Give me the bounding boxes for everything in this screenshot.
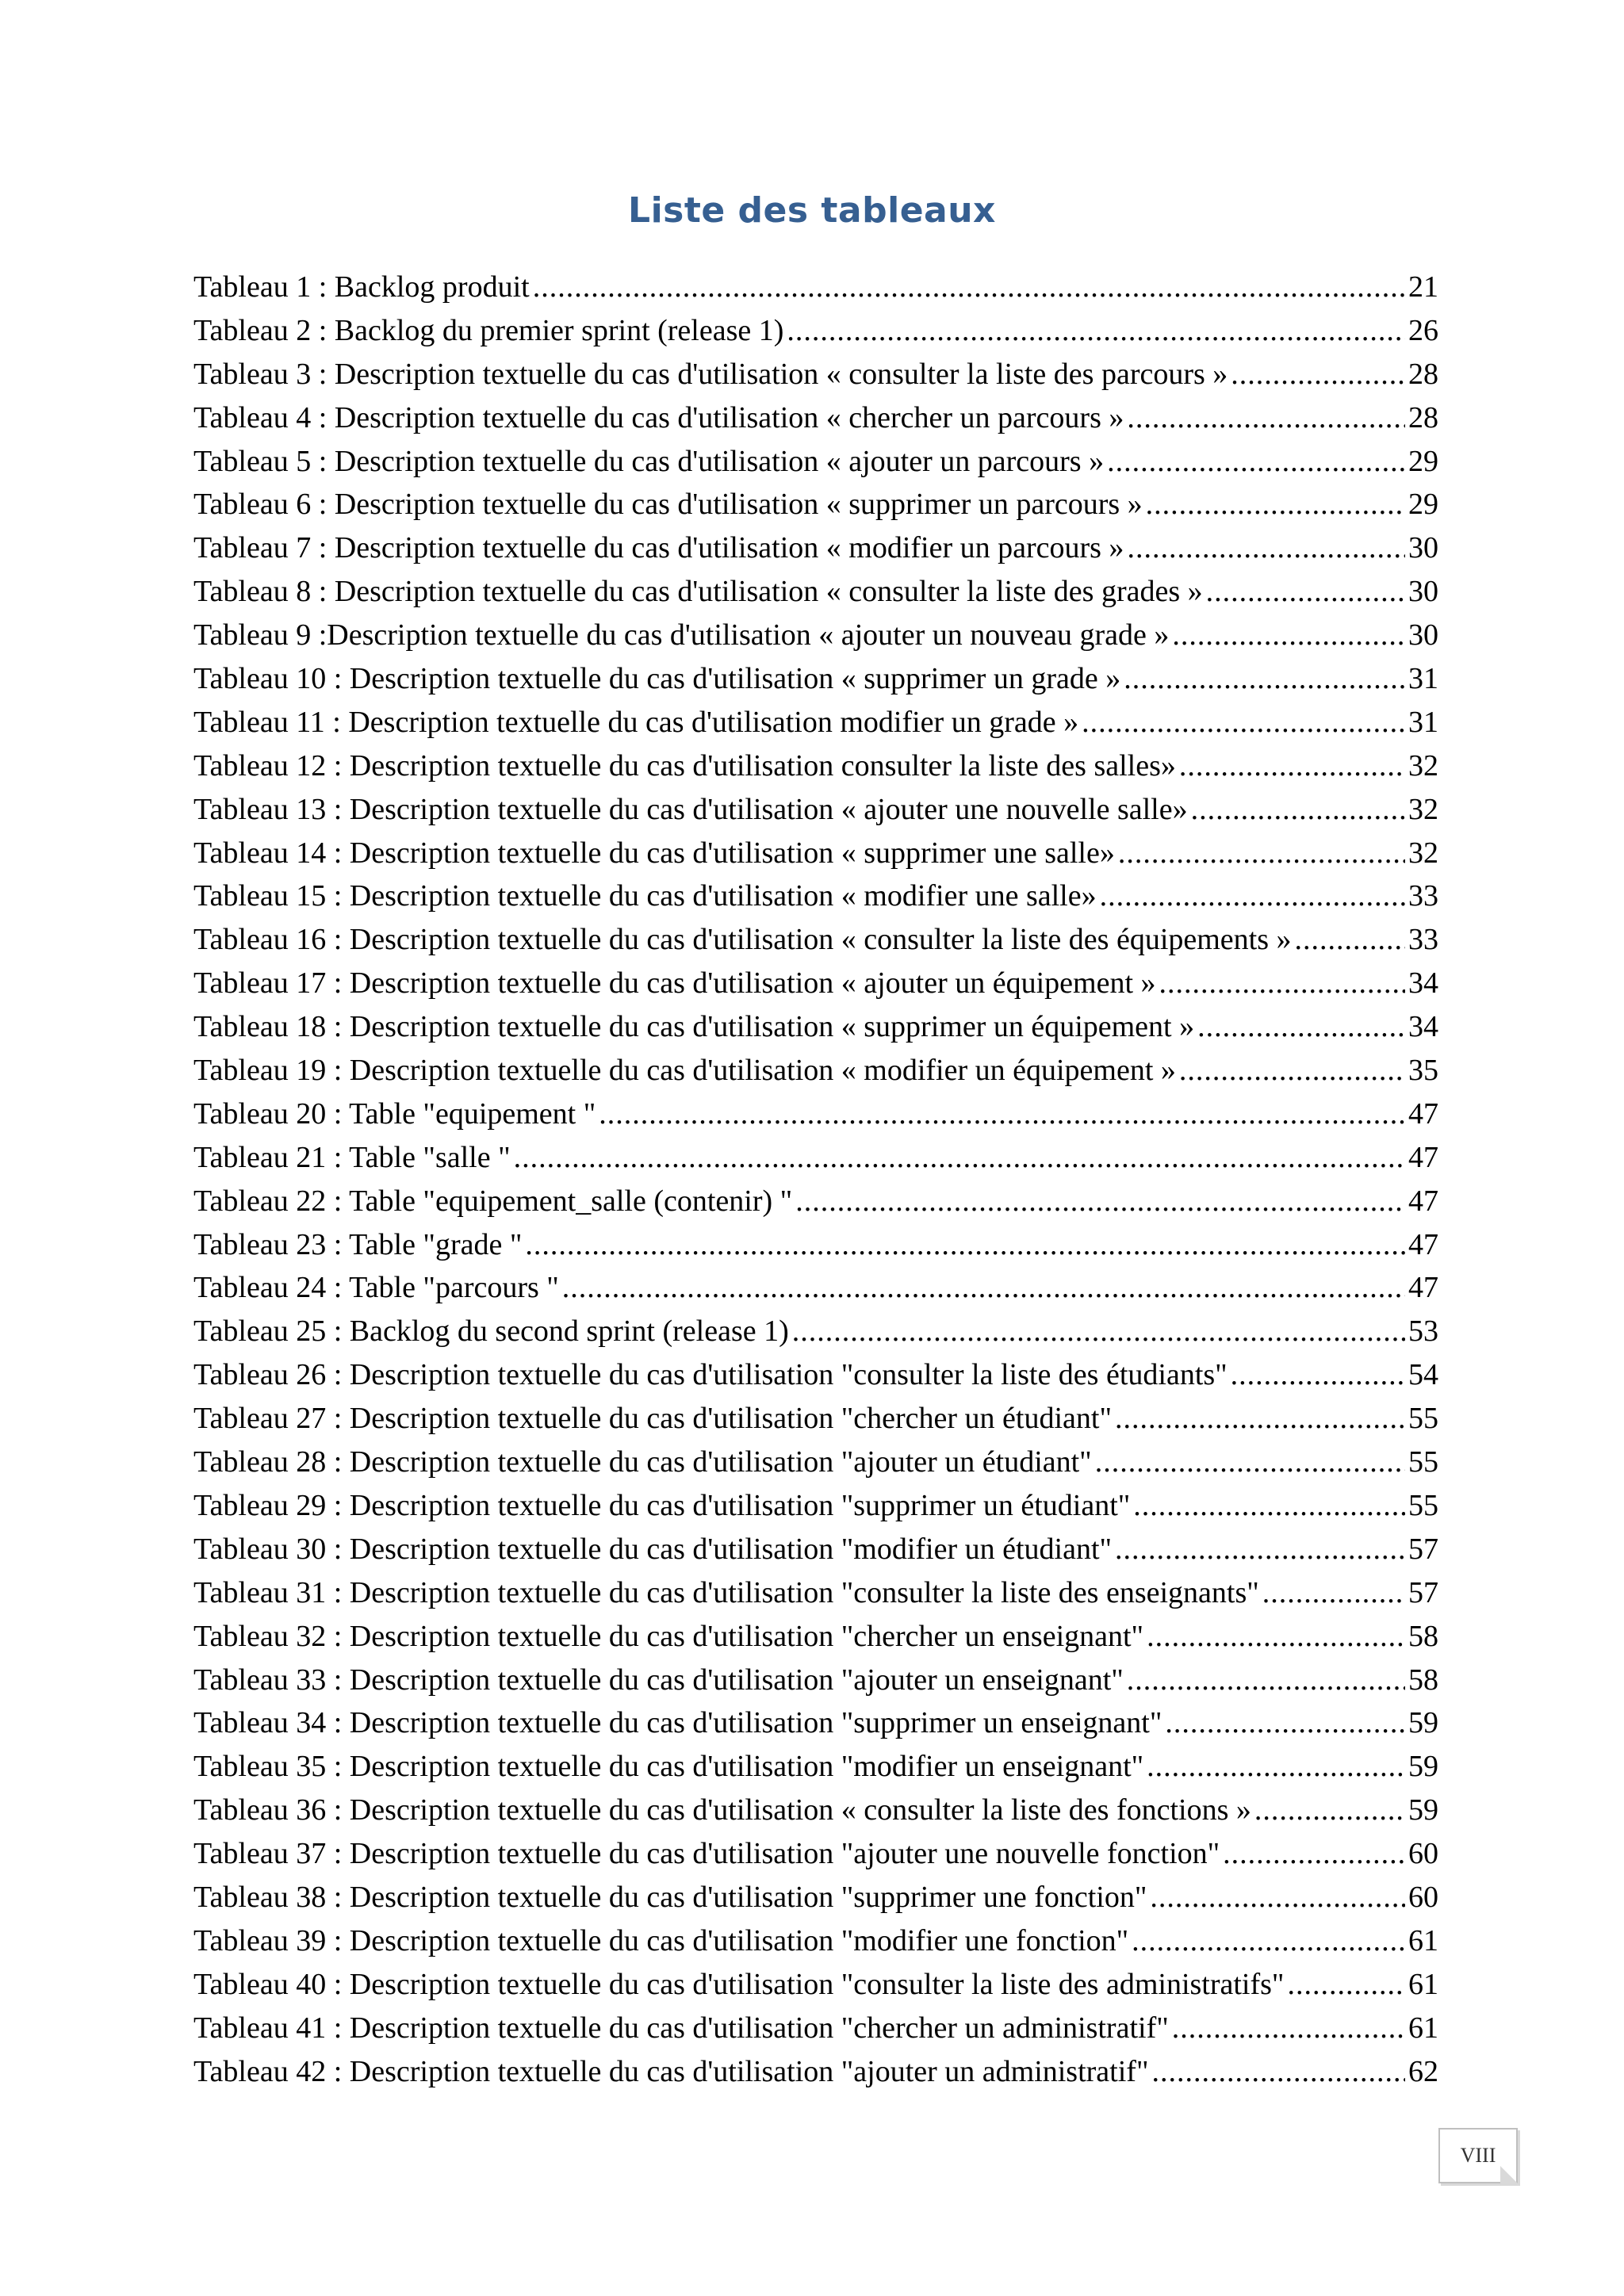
toc-dot-leader bbox=[1146, 487, 1405, 522]
toc-entry[interactable] bbox=[193, 1967, 1438, 2011]
toc-dot-leader bbox=[1127, 530, 1405, 565]
toc-entry-label: Tableau 30 : Description textuelle du cas d'utilisation "modifier un étudiant" bbox=[193, 1532, 1113, 1566]
toc-entry-page: 34 bbox=[1408, 1010, 1438, 1044]
toc-entry-label: Tableau 20 : Table "equipement " bbox=[193, 1096, 596, 1131]
toc-entry[interactable] bbox=[193, 1270, 1438, 1314]
toc-entry-label: Tableau 8 : Description textuelle du cas d'utilisation « consulter la liste des grades » bbox=[193, 575, 1203, 609]
toc-dot-leader bbox=[1262, 1575, 1405, 1610]
toc-entry-label: Tableau 22 : Table "equipement_salle (contenir) " bbox=[193, 1184, 793, 1218]
toc-entry-label: Tableau 15 : Description textuelle du cas d'utilisation « modifier une salle» bbox=[193, 879, 1097, 913]
toc-entry-page: 54 bbox=[1408, 1358, 1438, 1392]
toc-entry[interactable] bbox=[193, 1445, 1438, 1488]
toc-entry-page: 61 bbox=[1408, 1923, 1438, 1957]
toc-entry[interactable] bbox=[193, 487, 1438, 530]
toc-entry-page: 47 bbox=[1408, 1096, 1438, 1131]
toc-entry-label: Tableau 34 : Description textuelle du cas d'utilisation "supprimer un enseignant" bbox=[193, 1706, 1162, 1740]
toc-entry-label: Tableau 42 : Description textuelle du cas d'utilisation "ajouter un administratif" bbox=[193, 2054, 1149, 2088]
toc-entry-label: Tableau 37 : Description textuelle du cas d'utilisation "ajouter une nouvelle fonction" bbox=[193, 1837, 1220, 1871]
toc-dot-leader bbox=[1191, 792, 1405, 827]
toc-entry-label: Tableau 16 : Description textuelle du cas d'utilisation « consulter la liste des équipements » bbox=[193, 923, 1292, 957]
toc-entry[interactable] bbox=[193, 1705, 1438, 1749]
toc-entry-page: 33 bbox=[1408, 879, 1438, 913]
toc-entry[interactable] bbox=[193, 1184, 1438, 1227]
toc-entry[interactable] bbox=[193, 1488, 1438, 1532]
toc-entry-label: Tableau 38 : Description textuelle du cas d'utilisation "supprimer une fonction" bbox=[193, 1880, 1147, 1914]
toc-dot-leader bbox=[1172, 618, 1405, 652]
toc-entry-page: 35 bbox=[1408, 1054, 1438, 1088]
toc-dot-leader bbox=[1223, 1836, 1405, 1871]
toc-entry-page: 57 bbox=[1408, 1532, 1438, 1566]
toc-entry[interactable] bbox=[193, 1663, 1438, 1706]
toc-entry-label: Tableau 24 : Table "parcours " bbox=[193, 1271, 559, 1305]
toc-entry[interactable] bbox=[193, 922, 1438, 966]
toc-entry-label: Tableau 31 : Description textuelle du cas d'utilisation "consulter la liste des enseignants" bbox=[193, 1575, 1259, 1609]
toc-entry-page: 58 bbox=[1408, 1619, 1438, 1653]
toc-entry-page: 57 bbox=[1408, 1575, 1438, 1609]
toc-entry-label: Tableau 9 :Description textuelle du cas d'utilisation « ajouter un nouveau grade » bbox=[193, 618, 1170, 652]
toc-dot-leader bbox=[795, 1184, 1405, 1219]
toc-entry[interactable] bbox=[193, 357, 1438, 400]
toc-entry[interactable] bbox=[193, 1227, 1438, 1271]
toc-entry-page: 61 bbox=[1408, 1967, 1438, 2001]
toc-entry-label: Tableau 40 : Description textuelle du cas d'utilisation "consulter la liste des administratifs" bbox=[193, 1967, 1285, 2001]
toc-entry-page: 47 bbox=[1408, 1271, 1438, 1305]
toc-entry-label: Tableau 33 : Description textuelle du cas d'utilisation "ajouter un enseignant" bbox=[193, 1663, 1124, 1697]
toc-entry[interactable] bbox=[193, 1357, 1438, 1401]
toc-entry-label: Tableau 36 : Description textuelle du cas d'utilisation « consulter la liste des fonctions » bbox=[193, 1793, 1251, 1827]
toc-entry[interactable] bbox=[193, 1575, 1438, 1619]
toc-entry-label: Tableau 3 : Description textuelle du cas d'utilisation « consulter la liste des parcours » bbox=[193, 357, 1228, 391]
toc-entry[interactable] bbox=[193, 705, 1438, 748]
toc-entry-label: Tableau 27 : Description textuelle du cas d'utilisation "chercher un étudiant" bbox=[193, 1402, 1112, 1436]
toc-dot-leader bbox=[514, 1140, 1405, 1175]
toc-dot-leader bbox=[1231, 357, 1405, 392]
toc-dot-leader bbox=[1124, 661, 1405, 696]
toc-entry-label: Tableau 7 : Description textuelle du cas d'utilisation « modifier un parcours » bbox=[193, 531, 1124, 565]
toc-entry-label: Tableau 14 : Description textuelle du cas d'utilisation « supprimer une salle» bbox=[193, 836, 1115, 870]
toc-dot-leader bbox=[1127, 400, 1405, 435]
toc-dot-leader bbox=[1127, 1663, 1405, 1697]
toc-entry-page: 32 bbox=[1408, 836, 1438, 870]
toc-entry[interactable] bbox=[193, 1532, 1438, 1575]
toc-entry-label: Tableau 1 : Backlog produit bbox=[193, 270, 530, 304]
toc-dot-leader bbox=[1133, 1488, 1405, 1523]
toc-entry[interactable] bbox=[193, 792, 1438, 836]
toc-dot-leader bbox=[1107, 444, 1405, 479]
toc-entry[interactable] bbox=[193, 1749, 1438, 1793]
toc-entry-page: 21 bbox=[1408, 270, 1438, 304]
toc-entry-page: 53 bbox=[1408, 1314, 1438, 1349]
toc-dot-leader bbox=[1254, 1793, 1405, 1827]
toc-entry-page: 59 bbox=[1408, 1750, 1438, 1784]
toc-entry-page: 31 bbox=[1408, 662, 1438, 696]
toc-entry-page: 32 bbox=[1408, 792, 1438, 826]
toc-entry-page: 30 bbox=[1408, 531, 1438, 565]
toc-dot-leader bbox=[1147, 1619, 1405, 1654]
toc-dot-leader bbox=[1206, 574, 1405, 609]
toc-entry-label: Tableau 29 : Description textuelle du cas d'utilisation "supprimer un étudiant" bbox=[193, 1488, 1131, 1522]
toc-entry-page: 58 bbox=[1408, 1663, 1438, 1697]
toc-entry-label: Tableau 5 : Description textuelle du cas d'utilisation « ajouter un parcours » bbox=[193, 444, 1105, 478]
toc-entry[interactable] bbox=[193, 400, 1438, 444]
toc-entry[interactable] bbox=[193, 2054, 1438, 2098]
toc-entry-label: Tableau 6 : Description textuelle du cas d'utilisation « supprimer un parcours » bbox=[193, 488, 1143, 522]
toc-entry-label: Tableau 12 : Description textuelle du cas d'utilisation consulter la liste des salles» bbox=[193, 748, 1176, 783]
toc-dot-leader bbox=[1115, 1401, 1405, 1436]
toc-entry-page: 47 bbox=[1408, 1184, 1438, 1218]
toc-entry-page: 47 bbox=[1408, 1140, 1438, 1174]
page-number-box bbox=[1438, 2128, 1518, 2183]
toc-entry[interactable] bbox=[193, 313, 1438, 357]
toc-entry-page: 60 bbox=[1408, 1880, 1438, 1914]
toc-entry-page: 55 bbox=[1408, 1445, 1438, 1479]
toc-dot-leader bbox=[1231, 1357, 1405, 1392]
toc-entry-label: Tableau 25 : Backlog du second sprint (release 1) bbox=[193, 1314, 789, 1349]
toc-dot-leader bbox=[1165, 1705, 1405, 1740]
toc-dot-leader bbox=[1115, 1532, 1405, 1567]
toc-dot-leader bbox=[1132, 1923, 1405, 1958]
toc-entry-page: 30 bbox=[1408, 618, 1438, 652]
toc-entry-page: 62 bbox=[1408, 2054, 1438, 2088]
toc-entry[interactable] bbox=[193, 1923, 1438, 1967]
toc-entry-page: 29 bbox=[1408, 444, 1438, 478]
toc-dot-leader bbox=[1095, 1445, 1405, 1479]
toc-dot-leader bbox=[1151, 2054, 1405, 2089]
toc-entry-label: Tableau 41 : Description textuelle du cas d'utilisation "chercher un administratif" bbox=[193, 2011, 1169, 2045]
toc-dot-leader bbox=[792, 1314, 1405, 1349]
toc-entry[interactable] bbox=[193, 1009, 1438, 1053]
toc-entry-page: 29 bbox=[1408, 488, 1438, 522]
toc-entry[interactable] bbox=[193, 618, 1438, 661]
toc-dot-leader bbox=[1150, 1880, 1405, 1915]
toc-entry[interactable] bbox=[193, 1619, 1438, 1663]
toc-dot-leader bbox=[1295, 922, 1405, 957]
toc-entry[interactable] bbox=[193, 444, 1438, 488]
toc-entry[interactable] bbox=[193, 878, 1438, 922]
toc-entry[interactable] bbox=[193, 748, 1438, 792]
toc-entry-page: 34 bbox=[1408, 966, 1438, 1001]
page-fold-icon bbox=[1500, 2166, 1518, 2183]
toc-entry[interactable] bbox=[193, 661, 1438, 705]
toc-entry-page: 32 bbox=[1408, 748, 1438, 783]
toc-entry-page: 55 bbox=[1408, 1488, 1438, 1522]
toc-dot-leader bbox=[1287, 1967, 1405, 2002]
toc-entry-label: Tableau 35 : Description textuelle du cas d'utilisation "modifier un enseignant" bbox=[193, 1750, 1144, 1784]
toc-entry-label: Tableau 26 : Description textuelle du cas d'utilisation "consulter la liste des étudiants" bbox=[193, 1358, 1228, 1392]
toc-dot-leader bbox=[1197, 1009, 1405, 1044]
toc-entry-label: Tableau 4 : Description textuelle du cas d'utilisation « chercher un parcours » bbox=[193, 400, 1124, 434]
toc-dot-leader bbox=[1159, 966, 1405, 1001]
toc-dot-leader bbox=[599, 1096, 1405, 1131]
toc-entry-label: Tableau 39 : Description textuelle du cas d'utilisation "modifier une fonction" bbox=[193, 1923, 1129, 1957]
toc-entry-page: 55 bbox=[1408, 1402, 1438, 1436]
toc-entry[interactable] bbox=[193, 1836, 1438, 1880]
toc-entry-page: 47 bbox=[1408, 1227, 1438, 1261]
toc-entry-label: Tableau 19 : Description textuelle du cas d'utilisation « modifier un équipement » bbox=[193, 1054, 1176, 1088]
toc-entry-page: 28 bbox=[1408, 400, 1438, 434]
toc-entry-label: Tableau 10 : Description textuelle du cas d'utilisation « supprimer un grade » bbox=[193, 662, 1121, 696]
toc-entry[interactable] bbox=[193, 1140, 1438, 1184]
toc-entry-page: 31 bbox=[1408, 705, 1438, 739]
toc-dot-leader bbox=[533, 270, 1405, 304]
toc-dot-leader bbox=[1100, 878, 1405, 913]
toc-dot-leader bbox=[1179, 1053, 1405, 1088]
toc-entry-label: Tableau 11 : Description textuelle du cas d'utilisation modifier un grade » bbox=[193, 705, 1079, 739]
toc-entry-label: Tableau 17 : Description textuelle du cas d'utilisation « ajouter un équipement » bbox=[193, 966, 1156, 1001]
toc-dot-leader bbox=[1082, 705, 1405, 740]
toc-entry[interactable] bbox=[193, 966, 1438, 1009]
toc-entry[interactable] bbox=[193, 270, 1438, 313]
toc-dot-leader bbox=[1147, 1749, 1405, 1784]
toc-entry[interactable] bbox=[193, 836, 1438, 879]
toc-entry-label: Tableau 2 : Backlog du premier sprint (release 1) bbox=[193, 313, 784, 347]
toc-entry-page: 33 bbox=[1408, 923, 1438, 957]
toc-entry[interactable] bbox=[193, 1053, 1438, 1096]
page-number: VIII bbox=[1460, 2144, 1496, 2167]
toc-entry[interactable] bbox=[193, 574, 1438, 618]
toc-entry-label: Tableau 18 : Description textuelle du cas d'utilisation « supprimer un équipement » bbox=[193, 1010, 1195, 1044]
toc-dot-leader bbox=[1179, 748, 1405, 783]
toc-entry-label: Tableau 13 : Description textuelle du cas d'utilisation « ajouter une nouvelle salle» bbox=[193, 792, 1188, 826]
toc-dot-leader bbox=[787, 313, 1405, 348]
toc-entry-page: 30 bbox=[1408, 575, 1438, 609]
toc-entry[interactable] bbox=[193, 1314, 1438, 1357]
toc-dot-leader bbox=[562, 1270, 1405, 1305]
toc-entry[interactable] bbox=[193, 1880, 1438, 1923]
toc-entry-page: 61 bbox=[1408, 2011, 1438, 2045]
toc-entry-page: 60 bbox=[1408, 1837, 1438, 1871]
toc-entry-label: Tableau 32 : Description textuelle du cas d'utilisation "chercher un enseignant" bbox=[193, 1619, 1144, 1653]
toc-entry-label: Tableau 21 : Table "salle " bbox=[193, 1140, 511, 1174]
toc-entry-page: 26 bbox=[1408, 313, 1438, 347]
toc-entry-label: Tableau 28 : Description textuelle du cas d'utilisation "ajouter un étudiant" bbox=[193, 1445, 1092, 1479]
toc-entry[interactable] bbox=[193, 530, 1438, 574]
toc-entry-page: 59 bbox=[1408, 1793, 1438, 1827]
toc-entry-page: 28 bbox=[1408, 357, 1438, 391]
toc-dot-leader bbox=[525, 1227, 1405, 1262]
toc-entry[interactable] bbox=[193, 1401, 1438, 1445]
page-title: Liste des tableaux bbox=[628, 190, 996, 231]
toc-dot-leader bbox=[1172, 2011, 1405, 2045]
table-of-tables-list bbox=[193, 270, 1438, 2097]
toc-entry[interactable] bbox=[193, 1096, 1438, 1140]
toc-entry-label: Tableau 23 : Table "grade " bbox=[193, 1227, 523, 1261]
toc-entry[interactable] bbox=[193, 1793, 1438, 1836]
toc-dot-leader bbox=[1118, 836, 1405, 871]
toc-entry[interactable] bbox=[193, 2011, 1438, 2054]
toc-entry-page: 59 bbox=[1408, 1706, 1438, 1740]
